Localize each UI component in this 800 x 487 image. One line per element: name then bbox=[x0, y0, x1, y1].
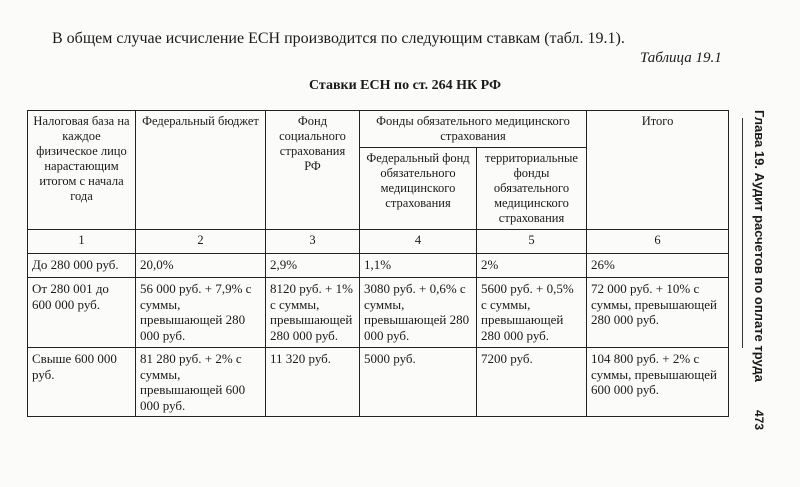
federal-medical-cell: 1,1% bbox=[360, 254, 477, 278]
tax-rates-table bbox=[27, 110, 729, 417]
column-number-row bbox=[28, 230, 729, 254]
social-fund-cell: 2,9% bbox=[266, 254, 360, 278]
row-base-cell: До 280 000 руб. bbox=[28, 254, 136, 278]
column-number: 1 bbox=[28, 230, 136, 254]
column-number: 3 bbox=[266, 230, 360, 254]
column-number: 6 bbox=[587, 230, 729, 254]
federal-budget-cell: 20,0% bbox=[136, 254, 266, 278]
header-federal-budget: Федеральный бюджет bbox=[136, 111, 266, 230]
row-base-cell: От 280 001 до 600 000 руб. bbox=[28, 278, 136, 348]
social-fund-cell: 8120 руб. + 1% с суммы, превышающей 280 000 руб. bbox=[266, 278, 360, 348]
total-cell: 72 000 руб. + 10% с суммы, превышающей 280 000 руб. bbox=[587, 278, 729, 348]
header-federal-medical-fund: Федеральный фонд обязательного медицинского страхования bbox=[360, 148, 477, 230]
table-caption: Ставки ЕСН по ст. 264 НК РФ bbox=[309, 78, 501, 93]
federal-budget-cell: 81 280 руб. + 2% с суммы, превышающей 600 000 руб. bbox=[136, 348, 266, 417]
header-territorial-medical-funds: территориальные фонды обязательного медицинского страхования bbox=[477, 148, 587, 230]
header-total: Итого bbox=[587, 111, 729, 230]
running-head: Глава 19. Аудит расчетов по оплате труда bbox=[752, 110, 767, 382]
territorial-medical-cell: 7200 руб. bbox=[477, 348, 587, 417]
federal-medical-cell: 3080 руб. + 0,6% с суммы, превышающей 280 000 руб. bbox=[360, 278, 477, 348]
social-fund-cell: 11 320 руб. bbox=[266, 348, 360, 417]
column-number: 4 bbox=[360, 230, 477, 254]
federal-medical-cell: 5000 руб. bbox=[360, 348, 477, 417]
territorial-medical-cell: 2% bbox=[477, 254, 587, 278]
total-cell: 26% bbox=[587, 254, 729, 278]
table-row bbox=[28, 254, 729, 278]
header-social-fund: Фонд социального страхования РФ bbox=[266, 111, 360, 230]
column-number: 5 bbox=[477, 230, 587, 254]
header-tax-base: Налоговая база на каждое физическое лицо нарастающим итогом с начала года bbox=[28, 111, 136, 230]
side-rule bbox=[742, 118, 743, 348]
row-base-cell: Свыше 600 000 руб. bbox=[28, 348, 136, 417]
total-cell: 104 800 руб. + 2% с суммы, превышающей 600 000 руб. bbox=[587, 348, 729, 417]
table-number: Таблица 19.1 bbox=[640, 50, 722, 66]
page-number: 473 bbox=[752, 410, 766, 431]
federal-budget-cell: 56 000 руб. + 7,9% с суммы, превышающей 280 000 руб. bbox=[136, 278, 266, 348]
territorial-medical-cell: 5600 руб. + 0,5% с суммы, превышающей 280 000 руб. bbox=[477, 278, 587, 348]
header-medical-funds: Фонды обязательного медицинского страхования bbox=[360, 111, 587, 148]
column-number: 2 bbox=[136, 230, 266, 254]
intro-paragraph: В общем случае исчисление ЕСН производится по следующим ставкам (табл. 19.1). bbox=[52, 30, 625, 47]
table-row bbox=[28, 278, 729, 348]
table-row bbox=[28, 348, 729, 417]
